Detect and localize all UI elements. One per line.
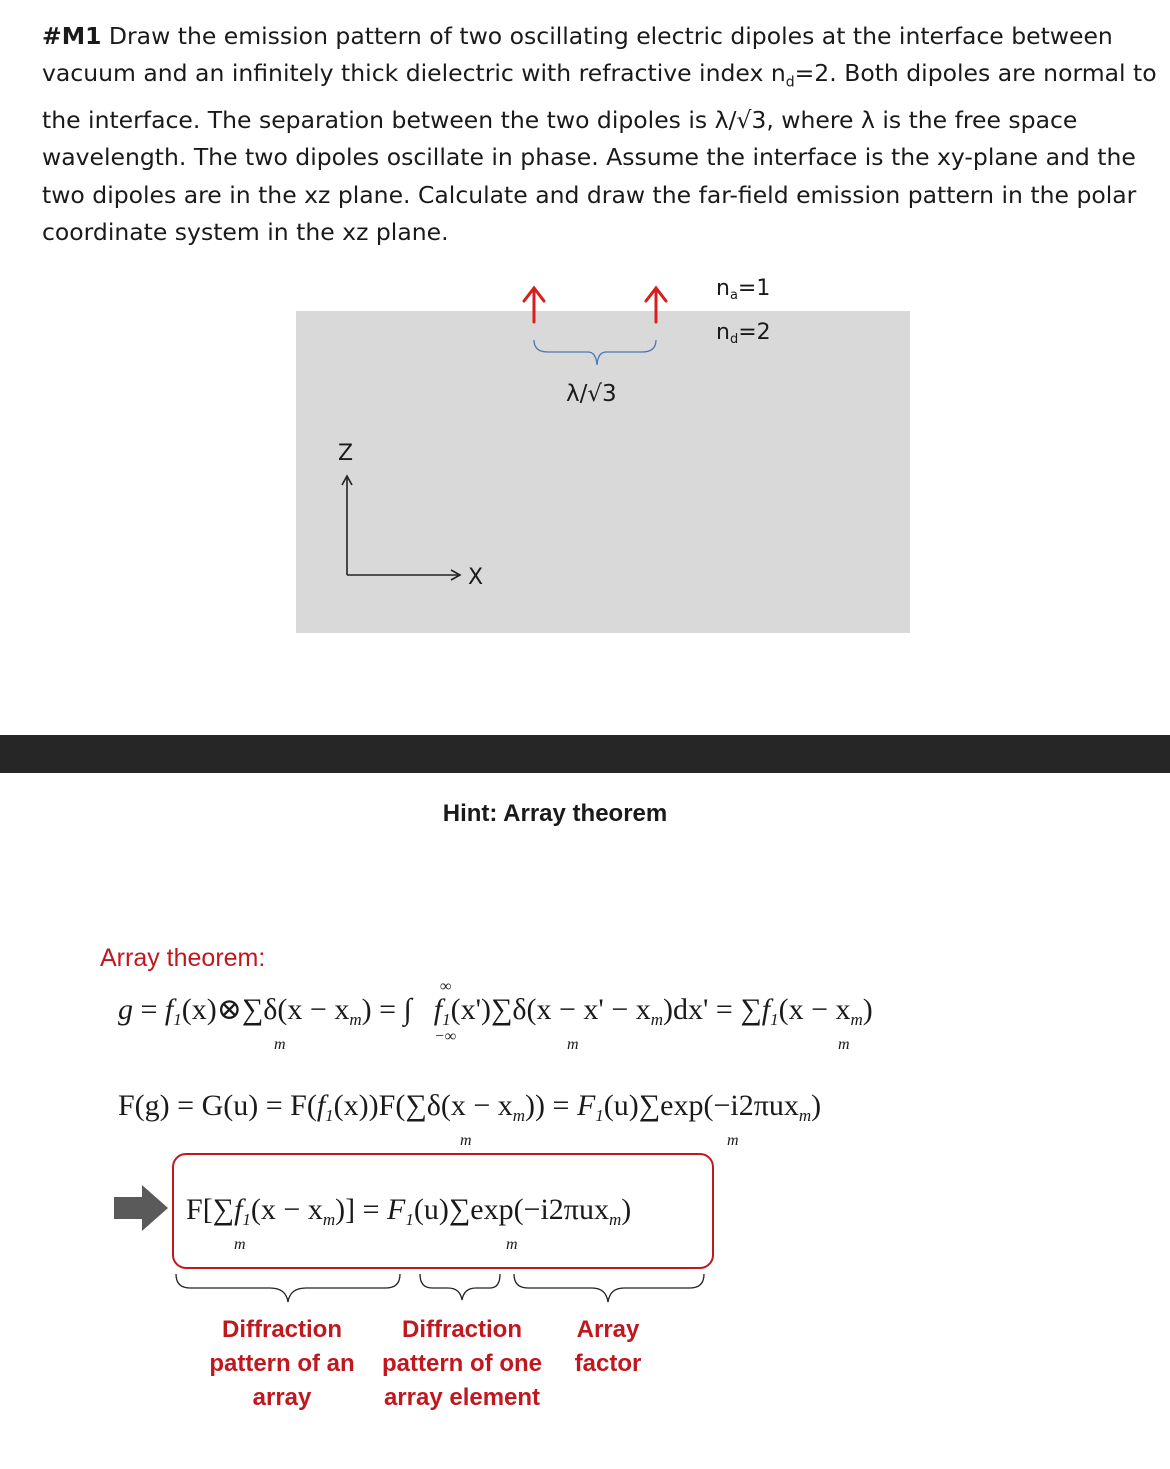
array-theorem-title: Array theorem:: [100, 944, 266, 972]
equation-2: $F(g) = G(u) = F(f_1(x))F(\sum\delta(x - x_m)) = F_1(u)\sum\exp(-i2\pi ux_m)$: [118, 1089, 822, 1125]
eq3-index-1: m: [234, 1236, 246, 1253]
axis-z-label: Z: [338, 441, 354, 466]
separation-label: λ/√3: [566, 381, 617, 407]
nd-label: $n_d=2$: [716, 320, 771, 347]
problem-text-2: =2. Both dipoles are normal to the interface. The separation between the two dipoles is λ/√3, where λ is the free space wavelength. The two dipoles oscillate in phase. Assume the interface is the xy-plane and the two dipoles are in the xz plane. Calculate and draw the far-field emission pattern in the polar coordinate system in the xz plane.: [42, 59, 1157, 246]
caption-array-pattern: Diffraction pattern of an array: [209, 1316, 355, 1411]
na-label: $n_a=1$: [716, 276, 771, 303]
eq1-inf-bottom: −∞: [434, 1028, 457, 1045]
eq3-index-2: m: [506, 1236, 518, 1253]
problem-text-1-sub: d: [785, 74, 795, 91]
axis-x-label: X: [468, 565, 484, 590]
caption-array-factor: Array factor: [574, 1316, 642, 1377]
eq1-index-2: m: [567, 1036, 579, 1053]
problem-id: #M1: [42, 22, 102, 50]
eq1-inf-top: ∞: [440, 978, 452, 995]
equation-3: $F[\sum f_1(x - x_m)] = F_1(u)\sum\exp(-i2\pi ux_m)$: [186, 1193, 632, 1229]
eq2-index-2: m: [727, 1132, 739, 1149]
equation-1: $g = f_1(x)\otimes\sum\delta(x - x_m)$ = ∫ $f_1(x')\sum\delta(x - x' - x_m)dx' = \sum f_1(x - x_m)$: [118, 993, 873, 1029]
eq2-index-1: m: [460, 1132, 472, 1149]
caption-element-pattern: Diffraction pattern of one array element: [382, 1316, 542, 1411]
eq1-index-3: m: [838, 1036, 850, 1053]
hint-text: Hint: Array theorem: [442, 800, 668, 827]
arrow-right-icon: [112, 1183, 172, 1233]
section-divider-banner: [0, 735, 1170, 773]
dielectric-region: [296, 311, 910, 633]
dipole-figure: [0, 0, 1170, 700]
eq1-index-1: m: [274, 1036, 286, 1053]
problem-text-1: Draw the emission pattern of two oscillating electric dipoles at the interface between vacuum and an infinitely thick dielectric with refractive index n: [42, 22, 1113, 88]
